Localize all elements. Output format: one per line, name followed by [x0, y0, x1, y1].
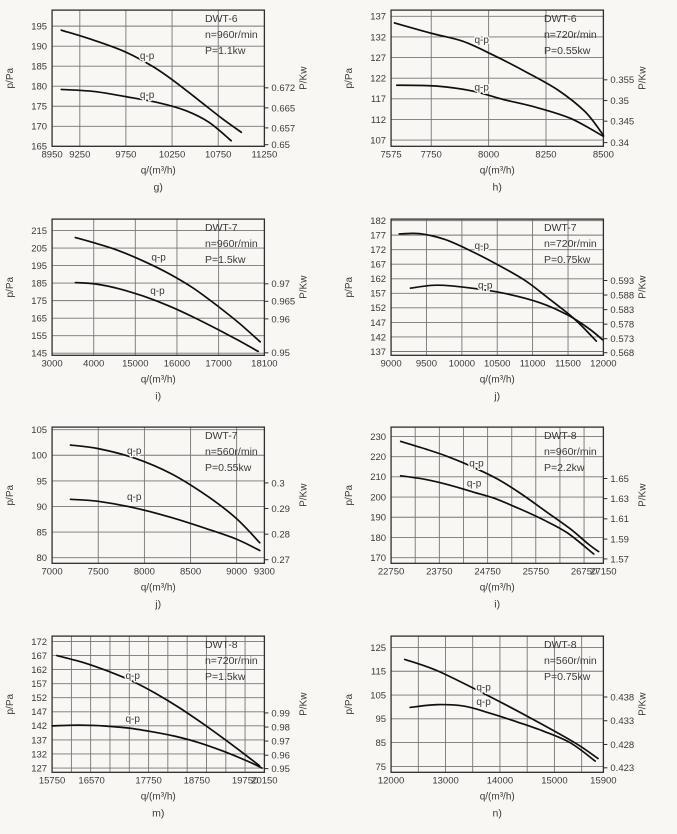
y-tick-label: 137: [369, 11, 386, 23]
x-axis-label: q/(m³/h): [140, 790, 176, 802]
y-tick-label: 190: [31, 41, 48, 53]
x-tick-label: 15000: [540, 774, 568, 786]
right-tick-label: 0.97: [271, 278, 290, 290]
x-tick-label: 15750: [38, 774, 66, 786]
y-tick-label: 122: [369, 73, 386, 85]
chart-power: P=0.55kw: [204, 462, 252, 475]
chart-speed: n=720r/min: [543, 237, 597, 250]
y-tick-label: 80: [36, 553, 48, 565]
left-axis-label: p/Pa: [343, 693, 355, 715]
y-tick-label: 137: [369, 346, 386, 358]
right-axis-label: P/Kw: [636, 66, 648, 90]
right-tick-label: 1.59: [609, 534, 629, 546]
y-tick-label: 180: [31, 81, 48, 93]
x-axis-label: q/(m³/h): [479, 165, 515, 177]
y-tick-label: 200: [369, 492, 386, 504]
y-tick-label: 95: [36, 476, 48, 488]
right-tick-label: 0.583: [609, 304, 634, 316]
x-tick-label: 7750: [420, 149, 442, 161]
chart-letter: j): [493, 389, 500, 402]
chart-model: DWT-8: [204, 638, 238, 651]
x-axis-label: q/(m³/h): [140, 582, 176, 594]
pressure-curve-label: q-p: [126, 446, 142, 458]
x-tick-label: 9500: [415, 357, 437, 369]
power-curve: [396, 85, 603, 136]
right-tick-label: 0.96: [271, 750, 290, 762]
chart-speed: n=560r/min: [543, 654, 597, 667]
x-tick-label: 12000: [589, 357, 617, 369]
right-tick-label: 0.65: [271, 140, 290, 152]
pressure-curve-label: q-p: [473, 240, 489, 252]
x-axis-label: q/(m³/h): [479, 373, 515, 385]
x-tick-label: 11000: [519, 357, 545, 369]
x-tick-label: 3000: [41, 357, 63, 369]
y-tick-label: 112: [370, 114, 386, 126]
right-tick-label: 0.29: [271, 503, 290, 515]
x-tick-label: 25750: [522, 566, 549, 578]
right-tick-label: 0.35: [609, 95, 629, 107]
y-tick-label: 165: [31, 313, 48, 325]
y-tick-label: 172: [31, 636, 48, 648]
power-curve: [52, 725, 262, 768]
plot-svg: [0, 209, 339, 418]
chart-2-dwt-7: [0, 209, 339, 418]
right-tick-label: 0.672: [271, 83, 296, 95]
y-tick-label: 175: [31, 295, 48, 307]
chart-speed: n=960r/min: [204, 29, 258, 42]
chart-power: P=0.75kw: [543, 670, 590, 683]
pressure-curve-label: q-p: [125, 670, 140, 682]
chart-letter: h): [492, 181, 502, 194]
x-tick-label: 18750: [183, 774, 211, 786]
power-curve-label: q-p: [139, 90, 155, 102]
chart-1-dwt-6: [339, 0, 677, 209]
y-tick-label: 205: [31, 242, 48, 254]
chart-letter: m): [152, 806, 165, 819]
x-tick-label: 19750: [231, 774, 259, 786]
chart-speed: n=560r/min: [204, 446, 258, 459]
x-tick-label: 7575: [380, 149, 402, 161]
chart-letter: i): [493, 598, 500, 611]
plot-svg: [0, 0, 339, 209]
y-tick-label: 115: [370, 666, 386, 678]
x-tick-label: 18100: [251, 357, 278, 369]
y-tick-label: 127: [369, 52, 386, 64]
x-tick-label: 8500: [180, 566, 202, 578]
x-tick-label: 9300: [253, 566, 275, 578]
chart-model: DWT-8: [543, 638, 577, 651]
y-tick-label: 152: [31, 692, 48, 704]
x-tick-label: 8000: [133, 566, 155, 578]
chart-letter: g): [153, 181, 163, 194]
x-tick-label: 10000: [448, 357, 475, 369]
y-tick-label: 177: [369, 230, 386, 242]
right-tick-label: 0.95: [271, 347, 290, 359]
x-tick-label: 27150: [589, 566, 617, 578]
y-tick-label: 170: [31, 121, 48, 133]
right-tick-label: 0.3: [271, 478, 285, 490]
y-tick-label: 157: [369, 288, 386, 300]
power-curve: [410, 704, 595, 761]
power-curve-label: q-p: [473, 82, 489, 94]
power-curve: [400, 476, 593, 554]
power-curve-label: q-p: [466, 478, 481, 490]
right-tick-label: 0.593: [609, 275, 634, 287]
chart-power: P=1.5kw: [204, 670, 246, 683]
y-tick-label: 137: [31, 734, 48, 746]
x-axis-label: q/(m³/h): [140, 165, 176, 177]
y-tick-label: 220: [369, 452, 386, 464]
y-tick-label: 215: [31, 225, 48, 237]
y-tick-label: 105: [31, 425, 48, 437]
y-tick-label: 142: [31, 720, 48, 732]
x-axis-label: q/(m³/h): [479, 790, 515, 802]
y-tick-label: 127: [31, 763, 48, 775]
y-tick-label: 95: [374, 713, 386, 725]
right-axis-label: P/Kw: [636, 275, 648, 299]
y-tick-label: 162: [31, 664, 48, 676]
x-tick-label: 9000: [226, 566, 248, 578]
x-tick-label: 17000: [205, 357, 232, 369]
x-tick-label: 16000: [163, 357, 191, 369]
y-tick-label: 75: [374, 761, 386, 773]
chart-speed: n=720r/min: [204, 654, 258, 667]
x-tick-label: 23750: [425, 566, 453, 578]
y-tick-label: 147: [31, 706, 48, 718]
y-tick-label: 180: [369, 532, 386, 544]
chart-3-dwt-7: [339, 209, 677, 418]
power-curve-label: q-p: [475, 696, 491, 708]
chart-power: P=0.75kw: [543, 253, 590, 266]
chart-speed: n=720r/min: [543, 29, 597, 42]
x-axis-label: q/(m³/h): [140, 373, 176, 385]
x-tick-label: 8950: [41, 149, 63, 161]
chart-4-dwt-7: [0, 417, 339, 626]
chart-model: DWT-8: [543, 430, 577, 443]
chart-power: P=1.1kw: [204, 45, 246, 58]
right-tick-label: 0.657: [271, 123, 296, 135]
chart-letter: j): [155, 598, 162, 611]
right-tick-label: 0.578: [609, 319, 634, 331]
chart-model: DWT-7: [204, 430, 238, 443]
y-tick-label: 145: [31, 348, 48, 360]
right-axis-label: P/Kw: [636, 483, 648, 507]
right-tick-label: 0.423: [609, 762, 634, 774]
x-tick-label: 12000: [377, 774, 404, 786]
plot-svg: [339, 417, 677, 626]
x-tick-label: 7000: [41, 566, 63, 578]
right-tick-label: 0.428: [609, 739, 634, 751]
chart-6-dwt-8: [0, 626, 339, 834]
left-axis-label: p/Pa: [5, 693, 17, 715]
x-tick-label: 9750: [115, 149, 137, 161]
pressure-curve-label: q-p: [151, 252, 166, 264]
plot-svg: [0, 626, 339, 834]
y-tick-label: 185: [31, 61, 48, 73]
y-tick-label: 167: [369, 259, 386, 271]
chart-model: DWT-6: [204, 13, 238, 26]
x-tick-label: 24750: [473, 566, 501, 578]
plot-svg: [0, 417, 339, 626]
power-curve-label: q-p: [125, 713, 140, 725]
chart-7-dwt-8: [339, 626, 677, 834]
right-axis-label: P/Kw: [298, 66, 310, 90]
pressure-curve-label: q-p: [468, 458, 484, 470]
y-tick-label: 195: [31, 21, 48, 33]
chart-5-dwt-8: [339, 417, 677, 626]
left-axis-label: p/Pa: [343, 484, 355, 506]
power-curve-label: q-p: [477, 279, 492, 291]
chart-model: DWT-6: [543, 13, 577, 26]
plot-svg: [339, 626, 677, 834]
chart-speed: n=960r/min: [204, 237, 258, 250]
pressure-curve: [71, 445, 260, 543]
right-tick-label: 0.95: [271, 763, 290, 775]
y-tick-label: 157: [31, 678, 48, 690]
y-tick-label: 182: [369, 215, 386, 227]
x-tick-label: 11250: [251, 149, 278, 161]
plot-svg: [339, 209, 677, 418]
right-tick-label: 1.61: [609, 514, 629, 526]
power-curve: [71, 499, 260, 550]
right-tick-label: 0.96: [271, 313, 290, 325]
chart-0-dwt-6: [0, 0, 339, 209]
chart-letter: n): [492, 806, 502, 819]
right-tick-label: 0.98: [271, 721, 290, 733]
y-tick-label: 132: [369, 32, 386, 44]
right-tick-label: 0.568: [609, 347, 634, 359]
right-tick-label: 0.345: [609, 116, 634, 128]
x-tick-label: 17750: [135, 774, 162, 786]
right-tick-label: 0.965: [271, 296, 296, 308]
y-tick-label: 230: [369, 431, 386, 443]
right-tick-label: 0.28: [271, 529, 290, 541]
y-tick-label: 147: [369, 317, 386, 329]
right-tick-label: 0.433: [609, 715, 634, 727]
left-axis-label: p/Pa: [5, 484, 17, 506]
y-tick-label: 142: [369, 331, 386, 343]
y-tick-label: 185: [31, 278, 48, 290]
chart-model: DWT-7: [543, 221, 577, 234]
x-tick-label: 13000: [431, 774, 459, 786]
right-tick-label: 0.97: [271, 735, 290, 747]
left-axis-label: p/Pa: [343, 67, 355, 89]
chart-power: P=2.2kw: [543, 462, 585, 475]
right-tick-label: 0.99: [271, 707, 290, 719]
y-tick-label: 117: [370, 94, 386, 106]
x-tick-label: 10250: [158, 149, 186, 161]
right-axis-label: P/Kw: [298, 692, 310, 716]
y-tick-label: 125: [369, 642, 386, 654]
x-axis-label: q/(m³/h): [479, 582, 515, 594]
x-tick-label: 10500: [483, 357, 510, 369]
x-tick-label: 11500: [554, 357, 581, 369]
pressure-curve-label: q-p: [475, 682, 491, 694]
y-tick-label: 165: [31, 141, 48, 153]
x-tick-label: 15000: [122, 357, 149, 369]
y-tick-label: 152: [369, 302, 386, 314]
left-axis-label: p/Pa: [5, 276, 17, 298]
y-tick-label: 170: [369, 553, 386, 565]
power-curve-label: q-p: [150, 285, 165, 297]
x-tick-label: 9250: [69, 149, 91, 161]
right-tick-label: 0.355: [609, 75, 634, 87]
x-tick-label: 8250: [534, 149, 557, 161]
right-axis-label: P/Kw: [298, 483, 310, 507]
right-tick-label: 0.573: [609, 333, 634, 345]
pressure-curve-label: q-p: [139, 51, 155, 63]
y-tick-label: 195: [31, 260, 48, 272]
x-tick-label: 9000: [380, 357, 402, 369]
y-tick-label: 210: [369, 472, 386, 484]
x-tick-label: 20150: [251, 774, 278, 786]
plot-svg: [339, 0, 677, 209]
x-tick-label: 8500: [592, 149, 614, 161]
x-tick-label: 10750: [205, 149, 232, 161]
x-tick-label: 8000: [477, 149, 499, 161]
left-axis-label: p/Pa: [343, 276, 355, 298]
y-tick-label: 155: [31, 330, 48, 342]
chart-power: P=0.55kw: [543, 45, 590, 58]
power-curve-label: q-p: [126, 492, 142, 504]
right-tick-label: 1.65: [609, 473, 629, 485]
left-axis-label: p/Pa: [5, 67, 17, 89]
y-tick-label: 132: [31, 748, 48, 760]
pressure-curve-label: q-p: [473, 34, 489, 46]
x-tick-label: 26750: [570, 566, 597, 578]
right-tick-label: 1.63: [609, 494, 629, 506]
y-tick-label: 85: [374, 737, 386, 749]
right-tick-label: 0.665: [271, 103, 296, 115]
y-tick-label: 167: [31, 650, 48, 662]
chart-letter: i): [155, 389, 162, 402]
y-tick-label: 175: [31, 101, 48, 113]
y-tick-label: 90: [36, 501, 48, 513]
right-axis-label: P/Kw: [636, 692, 648, 716]
right-tick-label: 0.34: [609, 138, 629, 150]
y-tick-label: 100: [31, 450, 48, 462]
chart-model: DWT-7: [204, 221, 238, 234]
y-tick-label: 85: [36, 527, 48, 539]
x-tick-label: 16570: [78, 774, 105, 786]
x-tick-label: 22750: [377, 566, 404, 578]
right-axis-label: P/Kw: [298, 275, 310, 299]
y-tick-label: 190: [369, 512, 386, 524]
right-tick-label: 1.57: [609, 554, 629, 566]
chart-power: P=1.5kw: [204, 253, 246, 266]
x-tick-label: 7500: [87, 566, 109, 578]
x-tick-label: 14000: [486, 774, 513, 786]
y-tick-label: 172: [369, 244, 386, 256]
y-tick-label: 105: [369, 690, 386, 702]
right-tick-label: 0.588: [609, 289, 634, 301]
y-tick-label: 162: [369, 273, 386, 285]
x-tick-label: 4000: [83, 357, 105, 369]
right-tick-label: 0.438: [609, 691, 634, 703]
right-tick-label: 0.27: [271, 555, 290, 567]
x-tick-label: 15900: [589, 774, 617, 786]
chart-speed: n=960r/min: [543, 446, 597, 459]
y-tick-label: 107: [369, 135, 386, 147]
